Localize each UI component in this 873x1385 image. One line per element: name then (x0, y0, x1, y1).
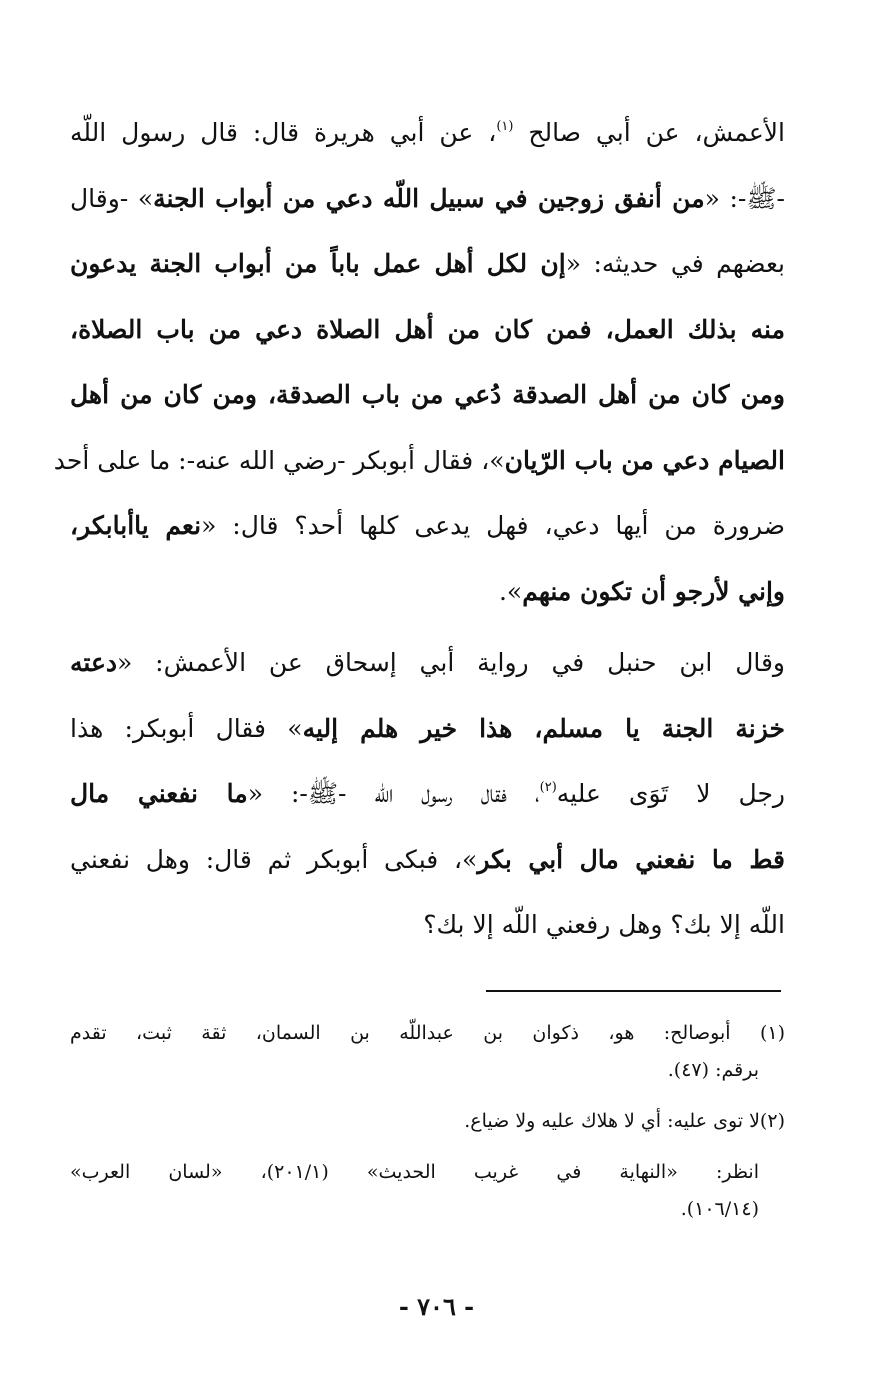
text-line (70, 297, 785, 363)
hadith-quote: منه بذلك العمل، فمن كان من أهل الصلاة دعي من باب الصلاة، (70, 314, 785, 344)
text-line (53, 428, 785, 494)
footnote-line: انظر: «النهاية في غريب الحديث» (٢٠١/١)، «لسان العرب» (70, 1161, 759, 1183)
text-run: وقال ابن حنبل في رواية أبي إسحاق عن الأعمش: « (117, 648, 785, 677)
page-number: - ٧٠٦ - (398, 1292, 475, 1321)
text-run: »، فبكى أبوبكر ثم قال: وهل نفعني (70, 844, 478, 874)
footnote-line: (٢)لا توى عليه: أي لا هلاك عليه ولا ضياع. (464, 1110, 785, 1132)
text-run: بعضهم في حديثه: « (565, 249, 785, 278)
text-run: ». (498, 576, 523, 606)
text-run: ضرورة من أيها دعي، فهل يدعى كلها أحد؟ قال: « (201, 511, 785, 540)
footnote-marker: (١) (496, 119, 514, 134)
text-line (70, 166, 785, 232)
text-line (70, 630, 785, 696)
text-line (70, 231, 785, 297)
hadith-quote: دعته (70, 648, 117, 677)
text-line (70, 761, 785, 827)
footnotes (70, 1015, 785, 1228)
text-run: » -وقال (70, 183, 154, 213)
text-line (70, 696, 785, 762)
footnote-line: (١) أبوصالح: هو، ذكوان بن عبداللّه بن السمان، ثقة ثبت، تقدم (70, 1022, 785, 1044)
text-line (70, 362, 785, 428)
text-line (70, 559, 785, 625)
text-run: ، فقال رسول اللّه -ﷺ-: « (247, 779, 540, 808)
hadith-quote: وإني لأرجو أن تكون منهم (522, 576, 785, 606)
hadith-quote: قط ما نفعني مال أبي بكر (477, 844, 786, 874)
paragraph-2 (70, 630, 785, 958)
footnote-separator (486, 990, 781, 992)
hadith-quote: من أنفق زوجين في سبيل اللّه دعي من أبواب الجنة (153, 183, 705, 213)
text-run: -ﷺ-: « (704, 183, 786, 213)
hadith-quote: خزنة الجنة يا مسلم، هذا خير هلم إليه (302, 713, 785, 743)
text-line (70, 493, 785, 559)
text-run: الأعمش، عن أبي صالح (513, 118, 785, 147)
hadith-quote: ومن كان من أهل الصدقة دُعي من باب الصدقة، ومن كان من أهل (70, 380, 785, 409)
hadith-quote: نعم ياأبابكر، (70, 511, 202, 540)
text-line (70, 100, 785, 166)
text-line (70, 827, 785, 893)
footnote-marker: (٢) (539, 780, 557, 795)
text-run: » فقال أبوبكر: هذا (70, 713, 303, 743)
paragraph-1 (53, 100, 786, 624)
hadith-quote: إن لكل أهل عمل باباً من أبواب الجنة يدعون (70, 249, 566, 278)
footnote-line: (١٠٦/١٤). (680, 1198, 759, 1220)
text-line (70, 892, 785, 958)
hadith-quote: ما نفعني مال (70, 779, 248, 808)
footnote-line: برقم: (٤٧). (667, 1059, 759, 1081)
text-run: رجل لا تَوَى عليه (556, 779, 786, 808)
text-run: اللّه إلا بك؟ وهل رفعني اللّه إلا بك؟ (423, 910, 785, 939)
text-run: »، فقال أبوبكر -رضي الله عنه-: ما على أحد (53, 445, 505, 475)
hadith-quote: الصيام دعي من باب الرّيان (504, 445, 785, 475)
text-run: ، عن أبي هريرة قال: قال رسول اللّه (70, 118, 497, 147)
